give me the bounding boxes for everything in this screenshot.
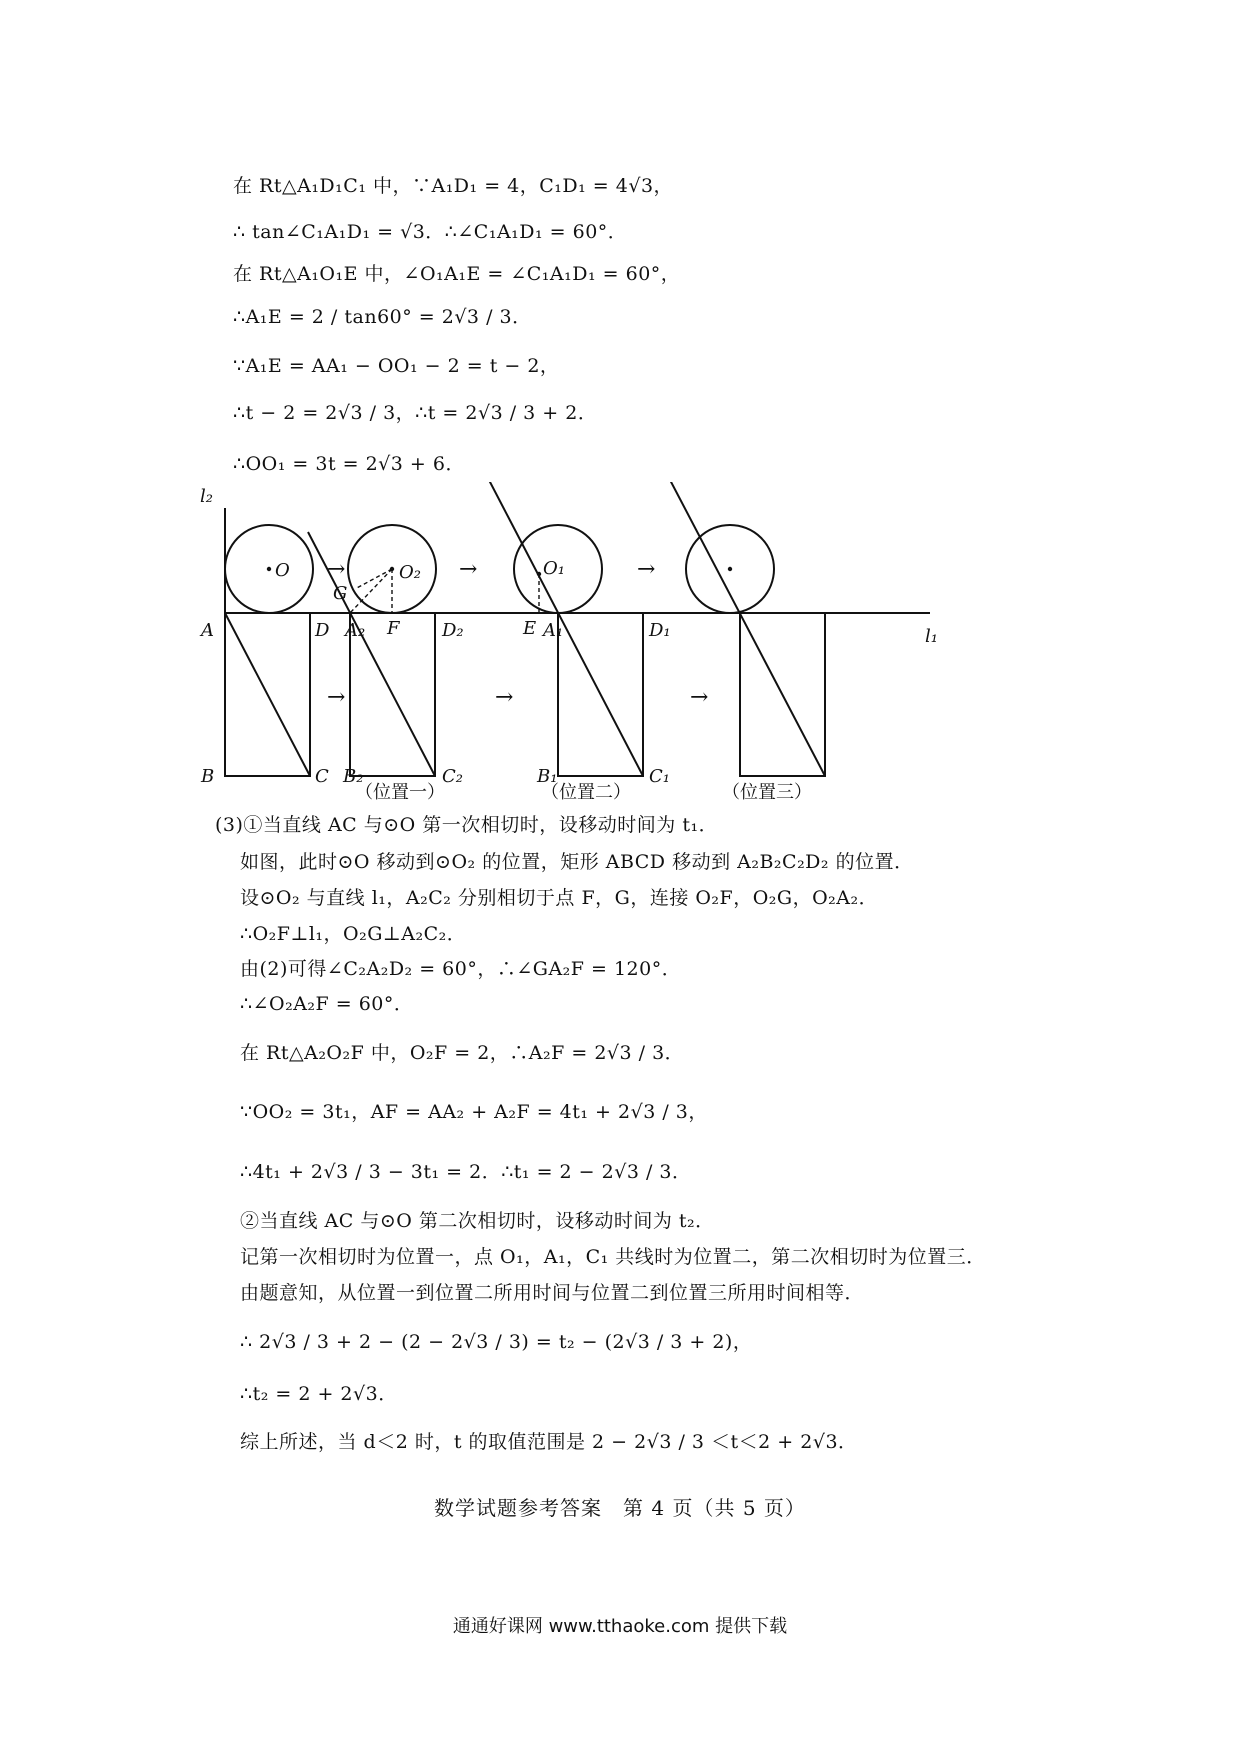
segment-O2A2 xyxy=(350,569,392,613)
position-caption: （位置一） xyxy=(355,782,445,802)
center-dot xyxy=(537,572,541,576)
part3-line: ∵OO₂ = 3t₁，AF = AA₂ + A₂F = 4t₁ + 2√3 / 3， xyxy=(240,1101,708,1123)
arrow-label: → xyxy=(495,685,514,710)
part3-line: 由(2)可得∠C₂A₂D₂ = 60°，∴∠GA₂F = 120°． xyxy=(240,958,682,980)
segment-O2G xyxy=(355,569,392,589)
part3-line: ∴t₂ = 2 + 2√3． xyxy=(240,1383,398,1405)
solution-line: ∴t − 2 = 2√3 / 3，∴t = 2√3 / 3 + 2． xyxy=(233,402,598,424)
part3-line: 综上所述，当 d＜2 时，t 的取值范围是 2 − 2√3 / 3 ＜t＜2 + 2√3． xyxy=(240,1431,858,1453)
solution-line: ∴ tan∠C₁A₁D₁ = √3．∴∠C₁A₁D₁ = 60°． xyxy=(233,221,628,243)
label-D: D xyxy=(315,620,330,641)
label-D1: D₁ xyxy=(649,620,671,641)
label-B2: B₂ xyxy=(343,766,364,787)
diagonal-AC xyxy=(225,613,310,776)
part3-line: ∴4t₁ + 2√3 / 3 − 3t₁ = 2．∴t₁ = 2 − 2√3 / 3． xyxy=(240,1161,692,1183)
part3-line: 记第一次相切时为位置一，点 O₁，A₁，C₁ 共线时为位置二，第二次相切时为位置三． xyxy=(240,1246,986,1268)
arrow-label: → xyxy=(327,685,346,710)
label-E: E xyxy=(523,618,537,639)
part3-line: ∴ 2√3 / 3 + 2 − (2 − 2√3 / 3) = t₂ − (2√3 / 3 + 2)， xyxy=(240,1331,753,1353)
arrow-label: → xyxy=(459,557,478,582)
label-l1: l₁ xyxy=(925,626,938,647)
label-D2: D₂ xyxy=(442,620,464,641)
center-dot xyxy=(267,567,271,571)
arrow-label: → xyxy=(637,557,656,582)
label-C2: C₂ xyxy=(442,766,463,787)
center-dot xyxy=(390,567,394,571)
position-caption: （位置二） xyxy=(541,782,631,802)
center-dot xyxy=(728,567,732,571)
solution-line: ∴OO₁ = 3t = 2√3 + 6． xyxy=(233,453,465,475)
label-A: A xyxy=(201,620,214,641)
part3-line: 设⊙O₂ 与直线 l₁，A₂C₂ 分别相切于点 F，G，连接 O₂F，O₂G，O₂A₂． xyxy=(240,887,879,909)
label-C1: C₁ xyxy=(649,766,670,787)
arrow-label: → xyxy=(327,557,346,582)
part3-line: 如图，此时⊙O 移动到⊙O₂ 的位置，矩形 ABCD 移动到 A₂B₂C₂D₂ 的位置． xyxy=(240,851,914,873)
page-footer: 数学试题参考答案 第 4 页（共 5 页） xyxy=(434,1496,806,1520)
label-O: O xyxy=(275,560,290,581)
part3-line: (3)①当直线 AC 与⊙O 第一次相切时，设移动时间为 t₁． xyxy=(215,814,719,836)
solution-line: ∴A₁E = 2 / tan60° = 2√3 / 3． xyxy=(233,306,532,328)
solution-line: 在 Rt△A₁D₁C₁ 中，∵A₁D₁ = 4，C₁D₁ = 4√3， xyxy=(233,175,674,197)
label-A2: A₂ xyxy=(345,620,366,641)
position-caption: （位置三） xyxy=(722,782,812,802)
part3-line: ②当直线 AC 与⊙O 第二次相切时，设移动时间为 t₂． xyxy=(240,1210,715,1232)
label-A1: A₁ xyxy=(543,620,564,641)
source-footer: 通通好课网 www.tthaoke.com 提供下载 xyxy=(452,1616,788,1637)
label-l2: l₂ xyxy=(200,486,213,507)
arrow-label: → xyxy=(690,685,709,710)
label-F: F xyxy=(387,618,400,639)
part3-line: 在 Rt△A₂O₂F 中，O₂F = 2，∴A₂F = 2√3 / 3． xyxy=(240,1042,685,1064)
label-B: B xyxy=(201,766,215,787)
label-O2: O₂ xyxy=(399,562,421,583)
geometry-diagram xyxy=(195,482,955,802)
part3-line: ∴∠O₂A₂F = 60°． xyxy=(240,993,414,1015)
solution-line: ∵A₁E = AA₁ − OO₁ − 2 = t − 2， xyxy=(233,355,560,377)
part3-line: ∴O₂F⊥l₁，O₂G⊥A₂C₂． xyxy=(240,923,467,945)
label-B1: B₁ xyxy=(537,766,558,787)
part3-line: 由题意知，从位置一到位置二所用时间与位置二到位置三所用时间相等． xyxy=(240,1282,865,1304)
label-G: G xyxy=(333,583,348,604)
solution-line: 在 Rt△A₁O₁E 中，∠O₁A₁E = ∠C₁A₁D₁ = 60°， xyxy=(233,263,681,285)
label-C: C xyxy=(315,766,329,787)
label-O1: O₁ xyxy=(543,558,565,579)
